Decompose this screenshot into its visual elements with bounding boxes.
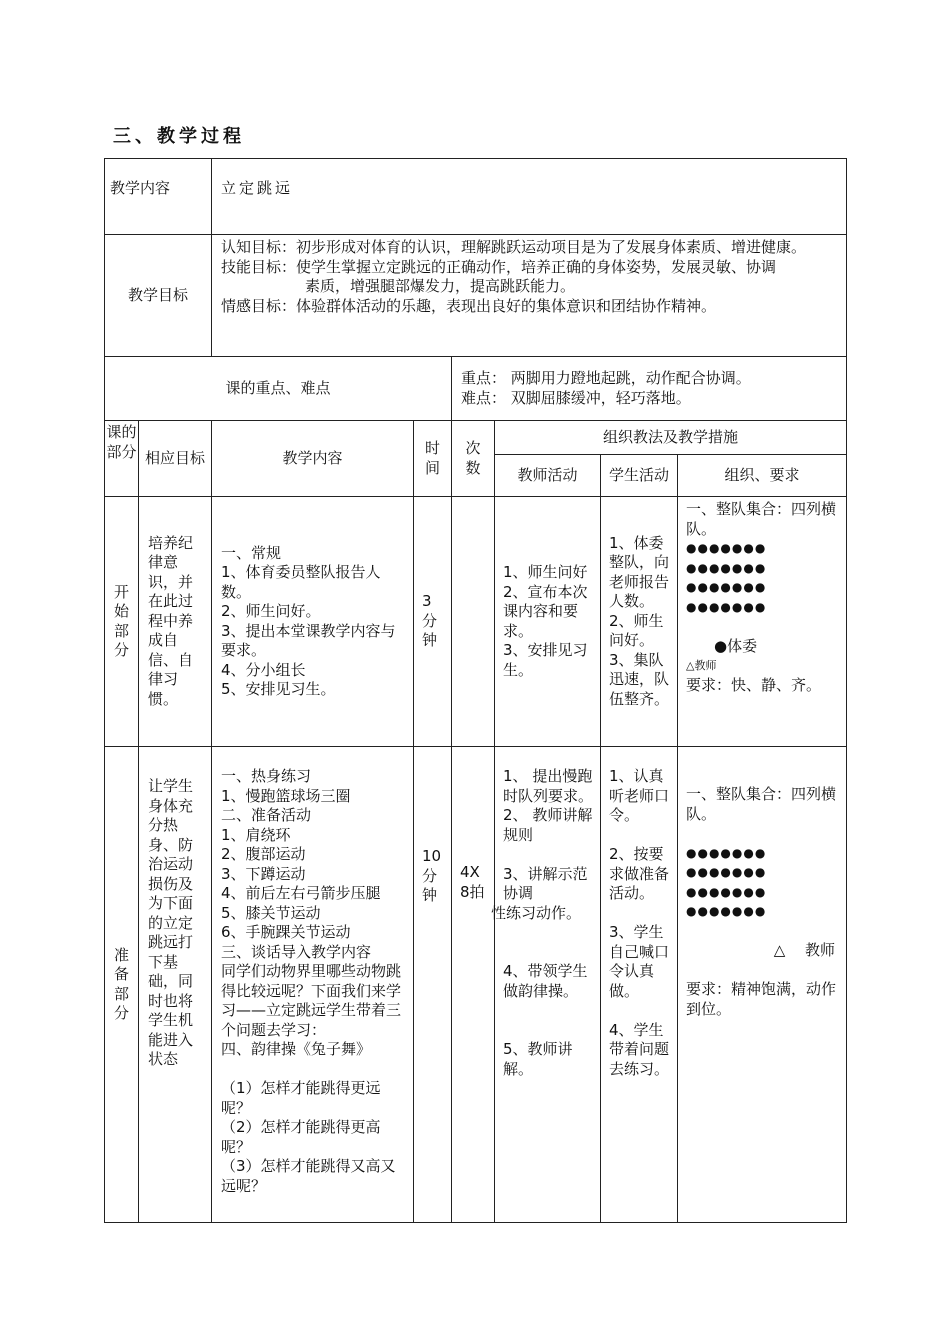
start-student-line: 3、集队迅速，队伍整齐。 [609,650,670,708]
start-part: 开始部分 [105,497,139,747]
header-goal: 相应目标 [139,421,212,497]
prep-org-title: 一、整队集合：四列横队。 [686,785,837,823]
prep-content-line: 3、下蹲运动 [221,864,306,883]
prep-content-line: 三、谈话导入教学内容 [221,942,372,961]
start-time: 3分钟 [414,497,452,747]
lesson-plan-table [104,158,847,1223]
header-student: 学生活动 [601,455,678,497]
section-title: 三、教学过程 [113,126,245,147]
teacher-mark: △教师 [686,659,717,672]
start-teacher-line: 1、师生问好 [503,563,588,581]
header-part: 课的部分 [105,421,139,497]
key-point: 重点： 两脚用力蹬地起跳，动作配合协调。 [461,369,751,387]
start-content-line: 一、常规 [221,543,282,562]
content-label: 教学内容 [105,159,212,235]
objectives-row [105,235,847,357]
start-content [212,497,414,747]
prep-content-line: 1、慢跑篮球场三圈 [221,786,351,805]
skill-objective-cont: 素质，增强腿部爆发力，提高跳跃能力。 [305,277,576,295]
header-row-1 [105,421,847,455]
key-points-cell [452,357,847,421]
prep-reps: 4X8拍 [452,747,495,1223]
prep-teacher-line: 性练习动作。 [491,903,582,922]
prep-content-line: 一、热身练习 [221,767,312,785]
start-content-line: 2、师生问好。 [221,602,321,620]
prep-goal: 让学生身体充分热身、防治运动损伤及为下面的立定跳远打下基础，同时也将学生机能进入状态 [139,747,212,1223]
prep-teacher [491,747,601,1223]
start-goal: 培养纪律意识，并在此过程中养成自信、自律习惯。 [139,497,212,747]
start-content-line: 3、提出本堂课教学内容与要求。 [221,621,396,659]
header-time: 时间 [414,421,452,497]
prep-content-line: 四、韵律操《兔子舞》 [221,1040,372,1058]
prep-org [678,747,847,1223]
start-teacher [495,497,601,747]
formation-dots: ●●●●●●● [686,845,767,860]
prep-teacher-line: 4、带领学生做韵律操。 [503,962,588,1000]
skill-objective: 技能目标：使学生掌握立定跳远的正确动作，培养正确的身体姿势，发展灵敏、协调 [221,257,777,276]
prep-student-line: 4、学生带着问题去练习。 [609,1020,670,1078]
prep-content [212,747,414,1223]
content-row [105,159,847,235]
prep-section-row [105,747,847,1223]
prep-content-line: 6、手腕踝关节运动 [221,923,351,941]
prep-time: 10分钟 [414,747,452,1223]
prep-student-line: 2、按要求做准备活动。 [609,845,670,902]
prep-teacher-line: 5、教师讲解。 [503,1040,573,1078]
prep-content-line: 2、腹部运动 [221,845,306,863]
formation-dots: ●●●●●●● [686,541,767,555]
formation-dots: ●●●●●●● [686,904,767,918]
start-org-title: 一、整队集合：四列横队。 [686,500,837,538]
prep-question: （1）怎样才能跳得更远呢？ [221,1079,381,1117]
formation-dots: ●●●●●●● [686,560,767,575]
prep-teacher-line: 2、 教师讲解规则 [503,806,593,844]
start-content-line: 1、体育委员整队报告人数。 [221,563,381,601]
key-points-row [105,357,847,421]
prep-student [601,747,678,1223]
start-teacher-line: 2、宣布本次课内容和要求。 [503,582,588,640]
objectives-cell [212,235,847,357]
start-org [678,497,847,747]
prep-part: 准备部分 [105,747,139,1223]
prep-requirement: 要求：精神饱满，动作到位。 [686,980,837,1018]
formation-dots: ●●●●●●● [686,865,767,879]
prep-student-line: 1、认真听老师口令。 [609,767,670,824]
prep-content-line: 4、前后左右弓箭步压腿 [221,884,381,902]
prep-content-line: 5、膝关节运动 [221,903,321,922]
prep-student-line: 3、学生自己喊口令认真做。 [609,923,670,1000]
header-teaching-content: 教学内容 [212,421,414,497]
start-student-line: 2、师生问好。 [609,611,664,650]
prep-question: （3）怎样才能跳得又高又远呢？ [221,1157,396,1195]
start-student-line: 1、体委整队，向老师报告人数。 [609,533,670,611]
formation-dots: ●●●●●●● [686,884,767,899]
cognitive-objective: 认知目标：初步形成对体育的认识，理解跳跃运动项目是为了发展身体素质、增进健康。 [221,238,807,256]
start-student [601,497,678,747]
formation-dots: ●●●●●●● [686,580,767,594]
difficulty-point: 难点： 双脚屈膝缓冲，轻巧落地。 [461,388,691,407]
header-organization: 组织教法及教学措施 [495,421,847,455]
objectives-label: 教学目标 [105,235,212,357]
start-requirement: 要求：快、静、齐。 [686,675,822,694]
header-reps: 次数 [452,421,495,497]
formation-dots: ●●●●●●● [686,599,767,614]
leader-mark: ●体委 [714,636,758,655]
header-org-req: 组织、要求 [678,455,847,497]
prep-question: （2）怎样才能跳得更高呢？ [221,1118,381,1156]
prep-content-line: 二、准备活动 [221,806,312,824]
prep-content-line: 1、肩绕环 [221,825,291,844]
start-reps [452,497,495,747]
start-section-row [105,497,847,747]
start-content-line: 5、安排见习生。 [221,680,336,698]
start-content-line: 4、分小组长 [221,660,306,679]
prep-teacher-line: 3、讲解示范协调 [503,864,588,902]
prep-content-line: 同学们动物界里哪些动物跳得比较远呢？下面我们来学习——立定跳远学生带着三个问题去学习： [221,962,402,1039]
prep-teacher-mark: △ 教师 [773,941,836,959]
prep-teacher-line: 1、 提出慢跑时队列要求。 [503,767,594,805]
start-teacher-line: 3、安排见习生。 [503,641,588,679]
header-teacher: 教师活动 [495,455,601,497]
emotion-objective: 情感目标：体验群体活动的乐趣，表现出良好的集体意识和团结协作精神。 [221,296,717,315]
content-value: 立定跳远 [212,159,847,235]
key-points-label: 课的重点、难点 [105,357,452,421]
